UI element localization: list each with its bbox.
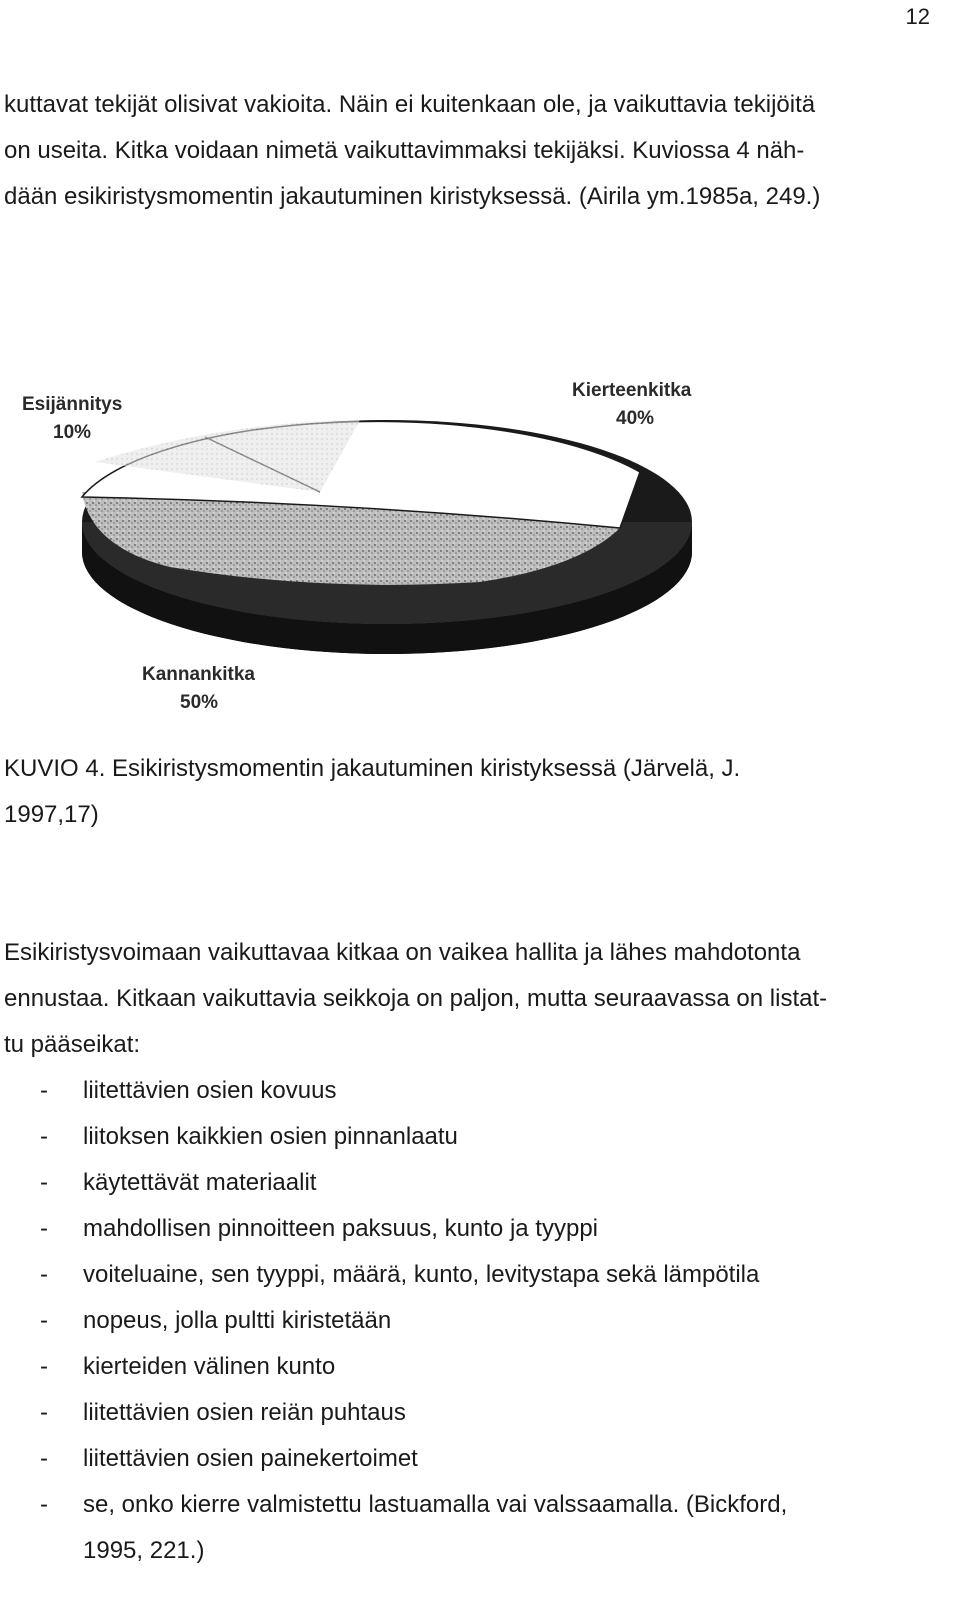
label-esijannitys: Esijännitys [22, 394, 123, 415]
body-paragraph [4, 930, 934, 1068]
list-item-text: nopeus, jolla pultti kiristetään [83, 1307, 392, 1334]
list-item [0, 1068, 787, 1114]
list-item-text: liitettävien osien reiän puhtaus [83, 1399, 406, 1426]
percent-kannankitka: 50% [180, 692, 219, 713]
list-dash: - [40, 1307, 48, 1334]
list-item [0, 1252, 787, 1298]
body-line: ennustaa. Kitkaan vaikuttavia seikkoja on paljon, mutta seuraavassa on listat- [4, 985, 828, 1012]
label-kierteenkitka: Kierteenkitka [572, 380, 692, 401]
list-item [0, 1160, 787, 1206]
list-item-text: liitoksen kaikkien osien pinnanlaatu [83, 1123, 458, 1150]
list-dash: - [40, 1215, 48, 1242]
list-item [0, 1298, 787, 1344]
body-line: Esikiristysvoimaan vaikuttavaa kitkaa on vaikea hallita ja lähes mahdotonta [4, 939, 801, 966]
percent-kierteenkitka: 40% [616, 408, 655, 429]
list-item [0, 1114, 787, 1160]
page-number: 12 [905, 4, 930, 29]
list-dash: - [40, 1169, 48, 1196]
list-item-text: liitettävien osien painekertoimet [83, 1445, 418, 1472]
caption-line: 1997,17) [4, 801, 99, 828]
intro-line: dään esikiristysmomentin jakautuminen kiristyksessä. (Airila ym.1985a, 249.) [4, 183, 821, 210]
list-dash: - [40, 1445, 48, 1472]
list-dash: - [40, 1123, 48, 1150]
list-item-text: liitettävien osien kovuus [83, 1077, 337, 1104]
list-item [0, 1482, 787, 1574]
list-item-text: voiteluaine, sen tyyppi, määrä, kunto, levitystapa sekä lämpötila [83, 1261, 760, 1288]
figure-caption [4, 746, 934, 838]
list-item [0, 1344, 787, 1390]
caption-line: KUVIO 4. Esikiristysmomentin jakautuminen kiristyksessä (Järvelä, J. [4, 755, 741, 782]
intro-paragraph [4, 82, 934, 220]
list-item [0, 1206, 787, 1252]
list-item-text-continued: 1995, 221.) [83, 1537, 205, 1564]
intro-line: kuttavat tekijät olisivat vakioita. Näin ei kuitenkaan ole, ja vaikuttavia tekijöitä [4, 91, 816, 118]
body-line: tu pääseikat: [4, 1031, 141, 1058]
list-dash: - [40, 1261, 48, 1288]
factor-list [0, 1068, 787, 1574]
list-dash: - [40, 1353, 48, 1380]
percent-esijannitys: 10% [53, 422, 92, 443]
list-dash: - [40, 1491, 48, 1518]
list-item-text: se, onko kierre valmistettu lastuamalla vai valssaamalla. (Bickford, [83, 1491, 788, 1518]
pie-chart-figure [20, 352, 720, 742]
list-dash: - [40, 1399, 48, 1426]
list-item [0, 1390, 787, 1436]
label-kannankitka: Kannankitka [142, 664, 255, 685]
list-item [0, 1436, 787, 1482]
list-dash: - [40, 1077, 48, 1104]
list-item-text: kierteiden välinen kunto [83, 1353, 336, 1380]
intro-line: on useita. Kitka voidaan nimetä vaikuttavimmaksi tekijäksi. Kuviossa 4 näh- [4, 137, 805, 164]
list-item-text: käytettävät materiaalit [83, 1169, 317, 1196]
list-item-text: mahdollisen pinnoitteen paksuus, kunto ja tyyppi [83, 1215, 598, 1242]
